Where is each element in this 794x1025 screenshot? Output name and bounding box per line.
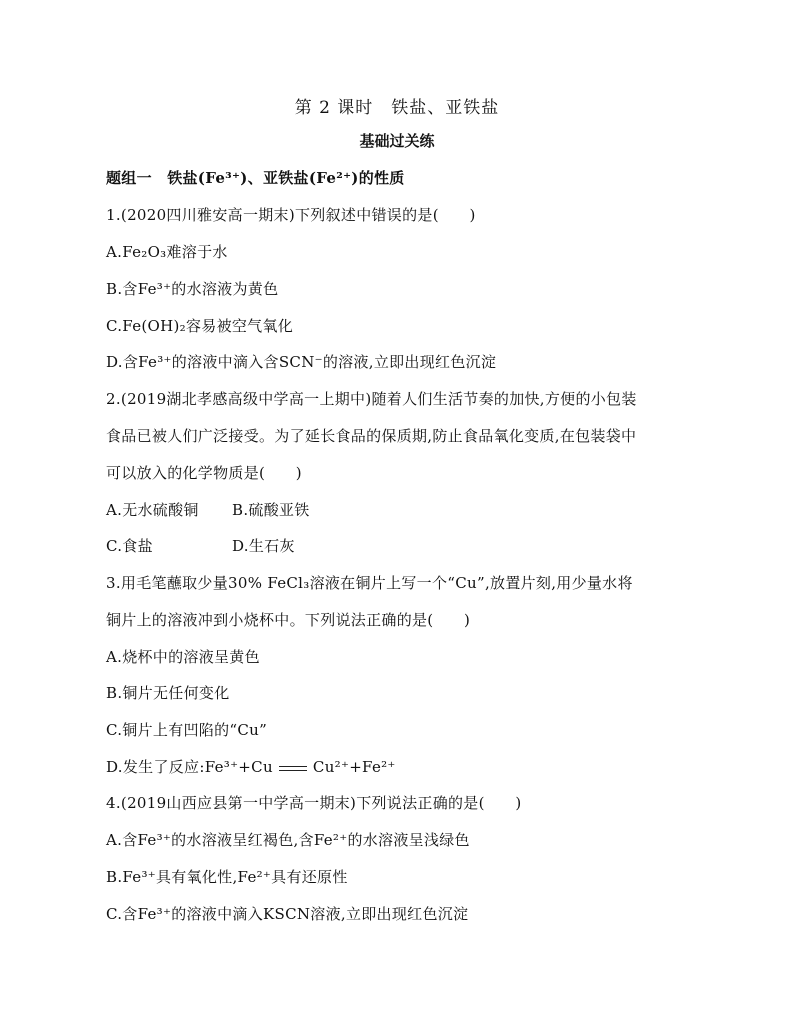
q3-option-c: C.铜片上有凹陷的“Cu” (106, 721, 268, 739)
q2-option-b: B.硫酸亚铁 (232, 501, 310, 519)
q1-option-a: A.Fe₂O₃难溶于水 (106, 243, 228, 261)
q4-option-b: B.Fe³⁺具有氧化性,Fe²⁺具有还原性 (106, 868, 348, 886)
q2-stem-line1: 2.(2019湖北孝感高级中学高一上期中)随着人们生活节奏的加快,方便的小包装 (106, 390, 637, 408)
q4-option-c: C.含Fe³⁺的溶液中滴入KSCN溶液,立即出现红色沉淀 (106, 905, 469, 923)
q1-option-d: D.含Fe³⁺的溶液中滴入含SCN⁻的溶液,立即出现红色沉淀 (106, 353, 497, 371)
q2-option-c: C.食盐 (106, 537, 153, 555)
q1-option-c: C.Fe(OH)₂容易被空气氧化 (106, 317, 294, 335)
q2-stem-line2: 食品已被人们广泛接受。为了延长食品的保质期,防止食品氧化变质,在包装袋中 (106, 427, 637, 445)
q3-stem-line1: 3.用毛笔蘸取少量30% FeCl₃溶液在铜片上写一个“Cu”,放置片刻,用少量水将 (106, 574, 633, 592)
q2-option-d: D.生石灰 (232, 537, 295, 555)
q1-stem: 1.(2020四川雅安高一期末)下列叙述中错误的是( ) (106, 206, 476, 224)
q2-stem-line3: 可以放入的化学物质是( ) (106, 464, 302, 482)
q1-option-b: B.含Fe³⁺的水溶液为黄色 (106, 280, 279, 298)
section-subtitle: 基础过关练 (359, 132, 435, 150)
q3-option-b: B.铜片无任何变化 (106, 684, 230, 702)
reaction-equals-sign (279, 766, 307, 771)
q4-option-a: A.含Fe³⁺的水溶液呈红褐色,含Fe²⁺的水溶液呈浅绿色 (106, 831, 470, 849)
q3-stem-line2: 铜片上的溶液冲到小烧杯中。下列说法正确的是( ) (106, 611, 471, 629)
q4-stem: 4.(2019山西应县第一中学高一期末)下列说法正确的是( ) (106, 794, 522, 812)
q3-option-d-right: Cu²⁺+Fe²⁺ (312, 758, 396, 776)
page-title: 第 2 课时 铁盐、亚铁盐 (294, 98, 500, 118)
question-group-heading: 题组一 铁盐(Fe³⁺)、亚铁盐(Fe²⁺)的性质 (106, 169, 405, 187)
q3-option-d (106, 757, 396, 777)
q3-option-d-left: D.发生了反应:Fe³⁺+Cu (106, 758, 273, 776)
q2-option-a: A.无水硫酸铜 (106, 501, 199, 519)
q3-option-a: A.烧杯中的溶液呈黄色 (106, 648, 260, 666)
